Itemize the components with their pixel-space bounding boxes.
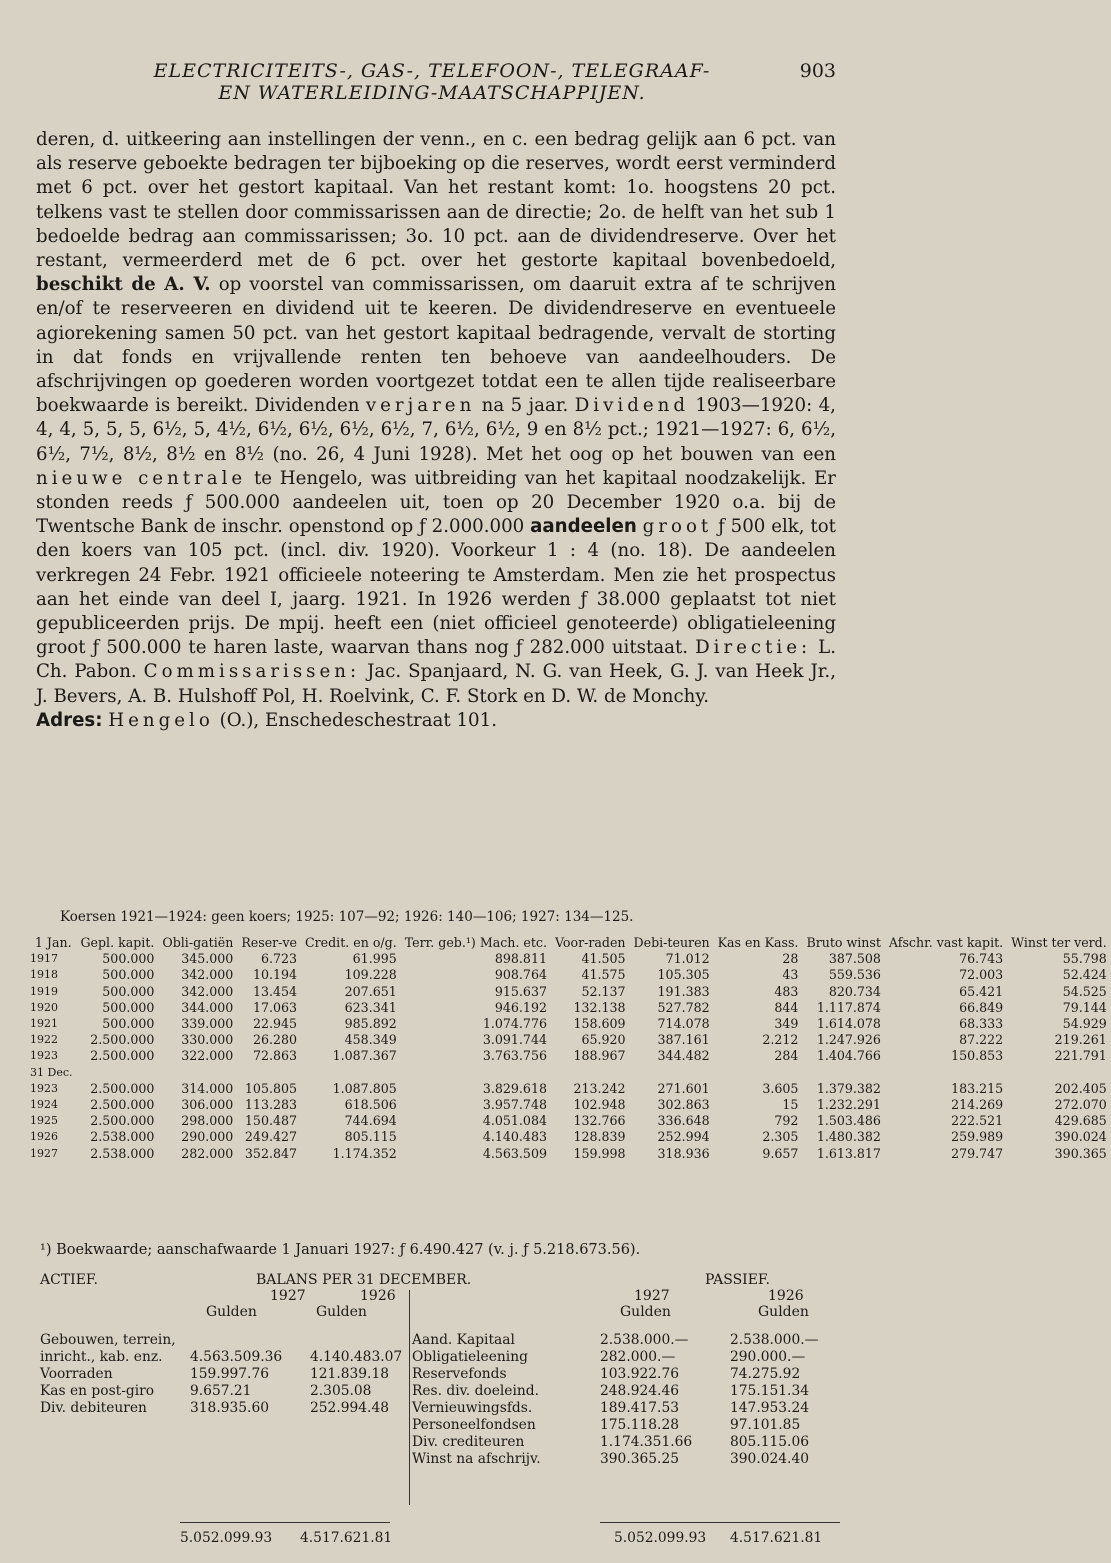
actief-cell: Voorraden (40, 1366, 113, 1382)
actief-cell: Gebouwen, terrein, (40, 1332, 176, 1348)
table-cell: 9.657 (762, 1145, 799, 1161)
passief-cell: Aand. Kapitaal (412, 1332, 515, 1348)
column-header: Winst ter verd. (1011, 935, 1107, 950)
table-cell: 28 (782, 951, 799, 967)
table-cell (237, 1065, 301, 1081)
table-cell: 500.000 (102, 951, 155, 967)
passief-cell: Vernieuwingsfds. (412, 1400, 533, 1416)
table-cell: 105.305 (657, 967, 710, 983)
commissarissen-label: Commissarissen: (143, 661, 361, 683)
passief-year-2: 1926 (768, 1288, 804, 1304)
passief-cell: Obligatieleening (412, 1349, 528, 1365)
column-header: Terr. geb.¹) Mach. etc. (404, 935, 547, 950)
table-cell (630, 1065, 714, 1081)
table-cell: 349 (774, 1016, 799, 1032)
actief-cell: inricht., kab. enz. (40, 1349, 163, 1365)
table-cell: 68.333 (959, 1016, 1004, 1032)
table-cell: 87.222 (959, 1032, 1004, 1048)
table-cell: 985.892 (344, 1016, 397, 1032)
table-cell: 805.115 (344, 1129, 397, 1145)
table-cell: 3.605 (762, 1080, 799, 1096)
table-cell: 61.995 (352, 951, 397, 967)
actief-total-rule (180, 1522, 390, 1523)
table-cell: 2.500.000 (90, 1080, 155, 1096)
column-header: Obli-gatiën (162, 935, 234, 950)
text-run: 1903—1920: 4, 4, 4, 5, 5, 5, 6½, 5, 4½, 6½, 6½, 6½, 6½, 7, 6½, 6½, 9 en 8½ pct.; 1921—1927: 6, 6½, 6½, 7½, 8½, 8½ en 8½ (no. 26, 4 Juni 1928). Met het oog op het bouwen van een (36, 395, 836, 465)
table-cell: 1920 (30, 1000, 58, 1014)
text-run-bold: aandeelen (530, 516, 637, 538)
table-cell: 483 (774, 983, 799, 999)
table-cell: 259.989 (951, 1129, 1004, 1145)
table-cell (76, 1065, 158, 1081)
table-cell: 1922 (30, 1033, 58, 1047)
passief-cell: 103.922.76 (600, 1366, 679, 1382)
table-cell: 946.192 (494, 999, 547, 1015)
table-cell: 54.929 (1062, 1016, 1107, 1032)
table-cell: 6.723 (260, 951, 298, 967)
table-row (30, 967, 1111, 983)
table-cell: 298.000 (181, 1113, 234, 1129)
table-cell: 1.087.805 (332, 1080, 397, 1096)
table-cell: 390.365 (1054, 1145, 1107, 1161)
actief-year-1: 1927 (270, 1288, 306, 1304)
actief-cell: 4.563.509.36 (190, 1349, 283, 1365)
table-cell: 15 (782, 1097, 799, 1113)
actief-total-1926: 4.517.621.81 (300, 1530, 393, 1546)
actief-unit-2: Gulden (316, 1304, 367, 1320)
passief-cell: Div. crediteuren (412, 1434, 525, 1450)
passief-cell: 248.924.46 (600, 1383, 679, 1399)
table-cell: 2.305 (762, 1129, 799, 1145)
table-cell (551, 1065, 630, 1081)
table-row (30, 1000, 1111, 1016)
table-row (30, 1048, 1111, 1064)
table-cell: 43 (782, 967, 799, 983)
table-cell: 898.811 (494, 951, 547, 967)
passief-unit-1: Gulden (620, 1304, 671, 1320)
text-run-bold: beschikt de A. V. (36, 274, 211, 296)
column-header: Voor-raden (554, 935, 626, 950)
table-cell: 272.070 (1054, 1097, 1107, 1113)
text-run: op voorstel van commissarissen, om daaruit extra af te schrijven en/of te reserveeren en dividend uit te keeren. De dividendreserve en eventueele agiorekening samen 50 pct. van het gestort kapitaal bedragende, vervalt de storting in dat fonds en vrijvallende renten ten behoeve van aandeelhouders. De afschrijvingen op goederen worden voortgezet totdat een te allen tijde realiseerbare boekwaarde is bereikt. Dividenden (36, 274, 836, 417)
table-cell: 1918 (30, 968, 58, 982)
table-cell: 344.000 (181, 999, 234, 1015)
table-cell: 1925 (30, 1114, 58, 1128)
table-cell: 22.945 (252, 1016, 298, 1032)
table-cell: 213.242 (573, 1080, 626, 1096)
table-cell: 219.261 (1054, 1032, 1107, 1048)
actief-unit-1: Gulden (206, 1304, 257, 1320)
table-cell: 3.091.744 (482, 1032, 547, 1048)
table-cell: 915.637 (494, 983, 547, 999)
balans-divider (409, 1290, 410, 1505)
table-cell: 339.000 (181, 1016, 234, 1032)
passief-total-1927: 5.052.099.93 (614, 1530, 707, 1546)
passief-total-1926: 4.517.621.81 (730, 1530, 823, 1546)
table-cell: 54.525 (1062, 983, 1107, 999)
passief-label: PASSIEF. (705, 1272, 770, 1288)
text-run-spaced: groot (642, 516, 713, 538)
table-cell: 4.563.509 (482, 1145, 547, 1161)
table-cell: 113.283 (244, 1097, 298, 1113)
actief-cell: 9.657.21 (190, 1383, 252, 1399)
table-cell: 290.000 (181, 1129, 234, 1145)
table-cell: 71.012 (665, 951, 710, 967)
table-row (30, 1032, 1111, 1048)
actief-cell: 121.839.18 (310, 1366, 389, 1382)
table-cell: 623.341 (344, 999, 397, 1015)
table-cell: 252.994 (657, 1129, 710, 1145)
table-cell: 150.487 (244, 1113, 298, 1129)
table-cell: 342.000 (181, 983, 234, 999)
table-cell: 500.000 (102, 983, 155, 999)
passief-cell: Res. div. doeleind. (412, 1383, 539, 1399)
table-cell: 191.383 (657, 983, 710, 999)
table-cell: 387.161 (657, 1032, 710, 1048)
passief-year-1: 1927 (634, 1288, 670, 1304)
table-cell (301, 1065, 401, 1081)
table-header-row (30, 935, 1111, 951)
table-cell: 13.454 (252, 983, 298, 999)
table-cell: 820.734 (828, 983, 881, 999)
table-row (30, 1097, 1111, 1113)
table-cell: 66.849 (959, 999, 1004, 1015)
table-cell: 1.232.291 (816, 1097, 881, 1113)
table-cell: 1924 (30, 1098, 58, 1112)
table-cell: 1.404.766 (816, 1048, 881, 1064)
table-cell: 345.000 (181, 951, 234, 967)
actief-total-1927: 5.052.099.93 (180, 1530, 273, 1546)
table-cell: 387.508 (828, 951, 881, 967)
table-cell: 3.957.748 (482, 1097, 547, 1113)
directie-label: Directie: (695, 637, 812, 659)
page-header (0, 60, 864, 104)
table-cell: 1923 (30, 1049, 58, 1063)
table-cell: 336.648 (657, 1113, 710, 1129)
table-cell: 102.948 (573, 1097, 626, 1113)
passief-cell: 147.953.24 (730, 1400, 809, 1416)
directie-value: L. Ch. Pabon. (36, 637, 836, 683)
table-cell: 4.051.084 (482, 1113, 547, 1129)
table-cell: 344.482 (657, 1048, 710, 1064)
header-line-1: ELECTRICITEITS-, GAS-, TELEFOON-, TELEGRAAF- (153, 60, 711, 82)
table-cell: 302.863 (657, 1097, 710, 1113)
passief-cell: 97.101.85 (730, 1417, 801, 1433)
table-cell: 314.000 (181, 1080, 234, 1096)
passief-cell: 2.538.000.— (730, 1332, 819, 1348)
table-cell: 158.609 (573, 1016, 626, 1032)
table-cell: 2.538.000 (90, 1129, 155, 1145)
table-cell: 1.613.817 (816, 1145, 881, 1161)
table-cell: 41.575 (581, 967, 626, 983)
header-line-2: EN WATERLEIDING-MAATSCHAPPIJEN. (218, 82, 646, 104)
table-cell: 2.538.000 (90, 1145, 155, 1161)
column-header: Credit. en o/g. (305, 935, 397, 950)
table-cell: 1.174.352 (332, 1145, 397, 1161)
table-body (30, 951, 1111, 1162)
table-cell: 714.078 (657, 1016, 710, 1032)
column-header: Bruto winst (806, 935, 881, 950)
table-cell: 458.349 (344, 1032, 397, 1048)
column-header: Gepl. kapit. (80, 935, 155, 950)
table-cell: 202.405 (1054, 1080, 1107, 1096)
passief-cell: 189.417.53 (600, 1400, 679, 1416)
table-cell: 72.003 (959, 967, 1004, 983)
table-cell: 188.967 (573, 1048, 626, 1064)
table-cell: 618.506 (344, 1097, 397, 1113)
text-run: na 5 jaar. (481, 395, 569, 417)
actief-year-2: 1926 (360, 1288, 396, 1304)
table-cell: 1923 (30, 1081, 58, 1095)
table-cell (714, 1065, 803, 1081)
table-cell: 4.140.483 (482, 1129, 547, 1145)
table-cell: 284 (774, 1048, 799, 1064)
table-cell: 221.791 (1054, 1048, 1107, 1064)
text-run-spaced: nieuwe centrale (36, 467, 247, 489)
table-cell: 55.798 (1062, 951, 1107, 967)
table-cell: 318.936 (657, 1145, 710, 1161)
passief-cell: 805.115.06 (730, 1434, 809, 1450)
actief-label: ACTIEF. (40, 1272, 98, 1288)
table-cell: 1921 (30, 1017, 58, 1031)
column-header: Reser-ve (241, 935, 298, 950)
table-cell: 390.024 (1054, 1129, 1107, 1145)
table-cell: 322.000 (181, 1048, 234, 1064)
table-cell: 1.614.078 (816, 1016, 881, 1032)
table-row (30, 1065, 1111, 1081)
passief-cell: Personeelfondsen (412, 1417, 536, 1433)
table-cell: 79.144 (1062, 999, 1107, 1015)
table-row (30, 1129, 1111, 1145)
text-run-spaced: verjaren (365, 395, 476, 417)
table-cell: 207.651 (344, 983, 397, 999)
table-cell: 1.379.382 (816, 1080, 881, 1096)
table-cell: 429.685 (1054, 1113, 1107, 1129)
text-run: ƒ 500 elk, tot den koers van 105 pct. (incl. div. 1920). Voorkeur 1 : 4 (no. 18). De aandeelen verkregen 24 Febr. 1921 officieele noteering te Amsterdam. Men zie het prospectus aan het einde van deel I, jaarg. 1921. In 1926 werden ƒ 38.000 geplaatst tot niet gepubliceerden prijs. De mpij. heeft een (niet officieel genoteerde) obligatieleening groot ƒ 500.000 te haren laste, waarvan thans nog ƒ 282.000 uitstaat. (36, 516, 836, 659)
table-cell: 500.000 (102, 1016, 155, 1032)
text-run: deren, d. uitkeering aan instellingen der venn., en c. een bedrag gelijk aan 6 pct. van als reserve geboekte bedragen ter bijboeking op die reserves, wordt eerst verminderd met 6 pct. over het gestort kapitaal. Van het restant komt: 1o. hoogstens 20 pct. telkens vast te stellen door commissarissen aan de directie; 2o. de helft van het sub 1 bedoelde bedrag aan commissarissen; 3o. 10 pct. aan de dividendreserve. Over het restant, vermeerderd met de 6 pct. over het gestorte kapitaal bovenbedoeld, (36, 129, 836, 272)
address-line (36, 709, 836, 733)
table-cell: 3.763.756 (482, 1048, 547, 1064)
passief-cell: 282.000.— (600, 1349, 676, 1365)
table-row (30, 951, 1111, 967)
table-row (30, 1081, 1111, 1097)
table-cell: 109.228 (344, 967, 397, 983)
body-paragraph (36, 128, 836, 709)
text-run: te Hengelo, was uitbreiding van het kapitaal noodzakelijk. Er stonden reeds ƒ 500.000 aandeelen uit, toen op 20 December 1920 o.a. bij de Twentsche Bank de inschr. openstond op ƒ 2.000.000 (36, 467, 836, 538)
table-cell: 500.000 (102, 967, 155, 983)
table-cell: 76.743 (959, 951, 1004, 967)
table-cell: 65.421 (959, 983, 1004, 999)
company-description (36, 128, 836, 733)
table-cell: 306.000 (181, 1097, 234, 1113)
table-cell: 527.782 (657, 999, 710, 1015)
table-cell: 1927 (30, 1146, 58, 1160)
column-header: Kas en Kass. (717, 935, 799, 950)
table-cell: 26.280 (252, 1032, 298, 1048)
table-cell: 52.424 (1062, 967, 1107, 983)
table-cell: 908.764 (494, 967, 547, 983)
table-cell: 183.215 (951, 1080, 1004, 1096)
table-cell: 159.998 (573, 1145, 626, 1161)
text-run-spaced: Dividend (574, 395, 689, 417)
passief-total-rule (600, 1522, 840, 1523)
adres-city: Hengelo (108, 709, 214, 731)
actief-cell: 2.305.08 (310, 1383, 372, 1399)
table-cell: 1.480.382 (816, 1129, 881, 1145)
table-cell: 1926 (30, 1130, 58, 1144)
table-row (30, 1113, 1111, 1129)
adres-label: Adres: (36, 709, 103, 731)
passief-cell: 1.174.351.66 (600, 1434, 693, 1450)
actief-cell: Div. debiteuren (40, 1400, 147, 1416)
financial-history-table (30, 935, 1111, 1162)
column-header: 1 Jan. (34, 935, 72, 950)
table-cell: 792 (774, 1113, 799, 1129)
table-cell: 52.137 (581, 983, 626, 999)
commissarissen-value: Jac. Spanjaard, N. G. van Heek, G. J. van Heek Jr., J. Bevers, A. B. Hulshoff Pol, H. Roelvink, C. F. Stork en D. W. de Monchy. (36, 661, 836, 707)
table-cell: 352.847 (244, 1145, 298, 1161)
table-cell: 342.000 (181, 967, 234, 983)
passief-cell: Reservefonds (412, 1366, 507, 1382)
passief-unit-2: Gulden (758, 1304, 809, 1320)
table-cell: 41.505 (581, 951, 626, 967)
page-number: 903 (799, 60, 836, 82)
passief-cell: 175.118.28 (600, 1417, 679, 1433)
passief-cell: 74.275.92 (730, 1366, 801, 1382)
actief-cell: 318.935.60 (190, 1400, 269, 1416)
table-cell: 1.503.486 (816, 1113, 881, 1129)
actief-cell: 159.997.76 (190, 1366, 269, 1382)
passief-cell: 290.000.— (730, 1349, 806, 1365)
table-cell: 132.766 (573, 1113, 626, 1129)
table-cell: 128.839 (573, 1129, 626, 1145)
table-cell: 150.853 (951, 1048, 1004, 1064)
balans-title: BALANS PER 31 DECEMBER. (256, 1272, 472, 1288)
table-cell: 1.117.874 (816, 999, 881, 1015)
table-cell (401, 1065, 551, 1081)
footnote: ¹) Boekwaarde; aanschafwaarde 1 Januari 1927: ƒ 6.490.427 (v. j. ƒ 5.218.673.56). (40, 1242, 641, 1258)
table-cell: 1.074.776 (482, 1016, 547, 1032)
passief-cell: Winst na afschrijv. (412, 1451, 541, 1467)
table-cell: 132.138 (573, 999, 626, 1015)
table-cell (158, 1065, 237, 1081)
table-cell: 105.805 (244, 1080, 298, 1096)
table-cell: 2.500.000 (90, 1048, 155, 1064)
table-cell: 1.247.926 (816, 1032, 881, 1048)
table-cell: 2.500.000 (90, 1032, 155, 1048)
adres-rest: (O.), Enschedeschestraat 101. (219, 709, 497, 731)
table-cell: 222.521 (951, 1113, 1004, 1129)
table-cell: 2.500.000 (90, 1113, 155, 1129)
table-cell (1007, 1065, 1111, 1081)
column-header: Debi-teuren (633, 935, 710, 950)
passief-cell: 175.151.34 (730, 1383, 809, 1399)
table-cell: 3.829.618 (482, 1080, 547, 1096)
table-cell: 282.000 (181, 1145, 234, 1161)
table-cell: 500.000 (102, 999, 155, 1015)
table-cell: 1917 (30, 952, 58, 966)
table-cell: 31 Dec. (30, 1065, 73, 1079)
koersen-line: Koersen 1921—1924: geen koers; 1925: 107—92; 1926: 140—106; 1927: 134—125. (60, 909, 634, 925)
table-cell: 17.063 (252, 999, 298, 1015)
table-cell: 2.500.000 (90, 1097, 155, 1113)
passief-cell: 390.365.25 (600, 1451, 679, 1467)
table-cell: 744.694 (344, 1113, 397, 1129)
table-cell: 249.427 (244, 1129, 298, 1145)
actief-cell: Kas en post-giro (40, 1383, 155, 1399)
table-cell: 214.269 (951, 1097, 1004, 1113)
table-cell: 2.212 (762, 1032, 799, 1048)
column-header: Afschr. vast kapit. (888, 935, 1004, 950)
table-cell: 279.747 (951, 1145, 1004, 1161)
table-cell: 844 (774, 999, 799, 1015)
passief-cell: 390.024.40 (730, 1451, 809, 1467)
actief-cell: 252.994.48 (310, 1400, 389, 1416)
table-cell: 65.920 (581, 1032, 626, 1048)
table-cell: 1.087.367 (332, 1048, 397, 1064)
table-row (30, 984, 1111, 1000)
table-cell (885, 1065, 1007, 1081)
passief-cell: 2.538.000.— (600, 1332, 689, 1348)
actief-cell: 4.140.483.07 (310, 1349, 403, 1365)
table-cell: 72.863 (252, 1048, 298, 1064)
table-cell (802, 1065, 884, 1081)
table-cell: 1919 (30, 984, 58, 998)
table-cell: 10.194 (252, 967, 298, 983)
table-cell: 271.601 (657, 1080, 710, 1096)
table-cell: 330.000 (181, 1032, 234, 1048)
table-row (30, 1016, 1111, 1032)
table-row (30, 1146, 1111, 1162)
table-cell: 559.536 (828, 967, 881, 983)
